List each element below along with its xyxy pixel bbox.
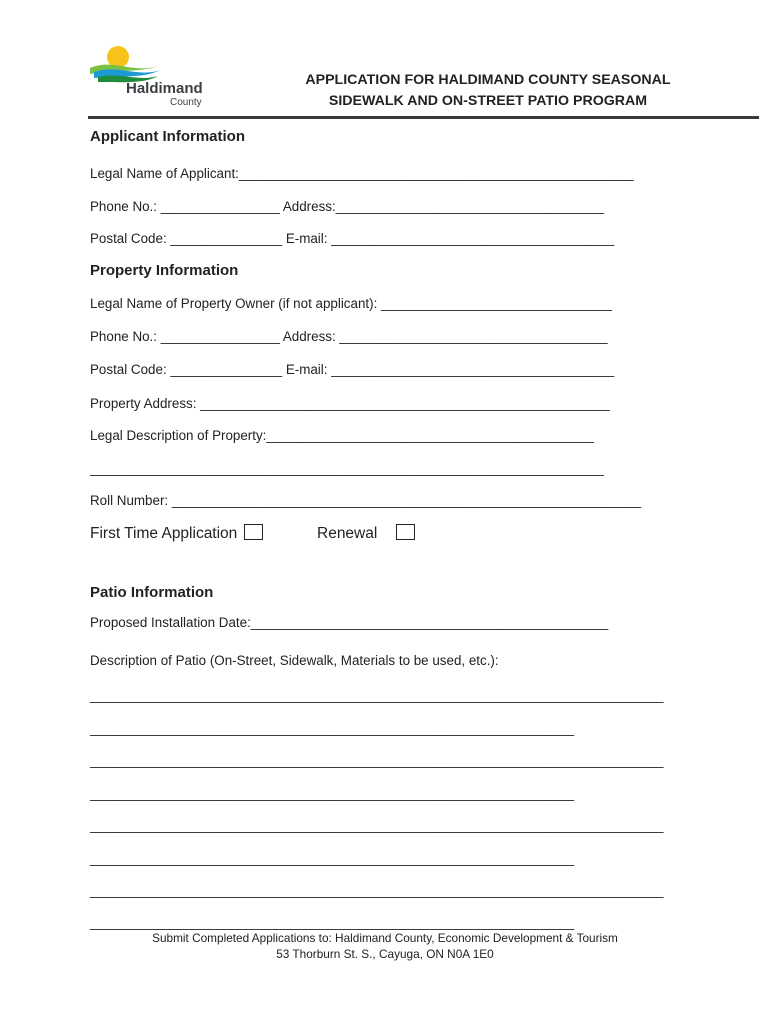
patio-description-line-7[interactable]: _____________________________________________________________________________ (90, 883, 664, 898)
installation-date-field[interactable]: Proposed Installation Date:________________________________________________ (90, 615, 609, 630)
logo-sub-text: County (170, 97, 202, 108)
property-owner-name-field[interactable]: Legal Name of Property Owner (if not applicant): _______________________________ (90, 296, 612, 311)
patio-description-line-5[interactable]: _____________________________________________________________________________ (90, 818, 664, 833)
patio-description-label: Description of Patio (On-Street, Sidewalk, Materials to be used, etc.): (90, 653, 499, 668)
footer (90, 930, 680, 962)
form-title-line1: APPLICATION FOR HALDIMAND COUNTY SEASONAL (305, 72, 671, 88)
renewal-checkbox[interactable] (396, 524, 415, 540)
haldimand-county-logo (88, 44, 218, 114)
first-time-application-checkbox[interactable] (244, 524, 263, 540)
property-postal-email-field[interactable]: Postal Code: _______________ E-mail: ______________________________________ (90, 362, 615, 377)
footer-submit-text: Submit Completed Applications to: Haldimand County, Economic Development & Tourism (152, 931, 618, 945)
applicant-phone-address-field[interactable]: Phone No.: ________________ Address:____________________________________ (90, 199, 604, 214)
property-legal-description-field[interactable]: Legal Description of Property:____________________________________________ (90, 428, 595, 443)
renewal-label: Renewal (317, 525, 378, 542)
logo-brand-text: Haldimand (126, 80, 203, 97)
first-time-application-label: First Time Application (90, 525, 238, 542)
footer-address-text: 53 Thorburn St. S., Cayuga, ON N0A 1E0 (276, 947, 494, 961)
patio-heading: Patio Information (90, 584, 214, 601)
patio-description-line-4[interactable]: _________________________________________________________________ (90, 786, 575, 801)
property-address-field[interactable]: Property Address: _______________________________________________________ (90, 396, 610, 411)
patio-description-line-8[interactable]: _________________________________________________________________ (90, 915, 575, 930)
header-rule (88, 116, 759, 119)
patio-description-line-2[interactable]: _________________________________________________________________ (90, 721, 575, 736)
property-heading: Property Information (90, 262, 239, 279)
form-title-line2: SIDEWALK AND ON-STREET PATIO PROGRAM (328, 93, 648, 109)
applicant-heading: Applicant Information (90, 128, 245, 145)
property-legal-description-line2[interactable]: _____________________________________________________________________ (90, 461, 604, 476)
patio-description-line-3[interactable]: _____________________________________________________________________________ (90, 753, 664, 768)
property-phone-address-field[interactable]: Phone No.: ________________ Address: ____________________________________ (90, 329, 608, 344)
applicant-legal-name-field[interactable]: Legal Name of Applicant:_____________________________________________________ (90, 166, 634, 181)
applicant-postal-email-field[interactable]: Postal Code: _______________ E-mail: ______________________________________ (90, 231, 615, 246)
patio-description-line-6[interactable]: _________________________________________________________________ (90, 851, 575, 866)
patio-description-line-1[interactable]: _____________________________________________________________________________ (90, 688, 664, 703)
form-title (278, 70, 698, 112)
roll-number-field[interactable]: Roll Number: _______________________________________________________________ (90, 493, 642, 508)
